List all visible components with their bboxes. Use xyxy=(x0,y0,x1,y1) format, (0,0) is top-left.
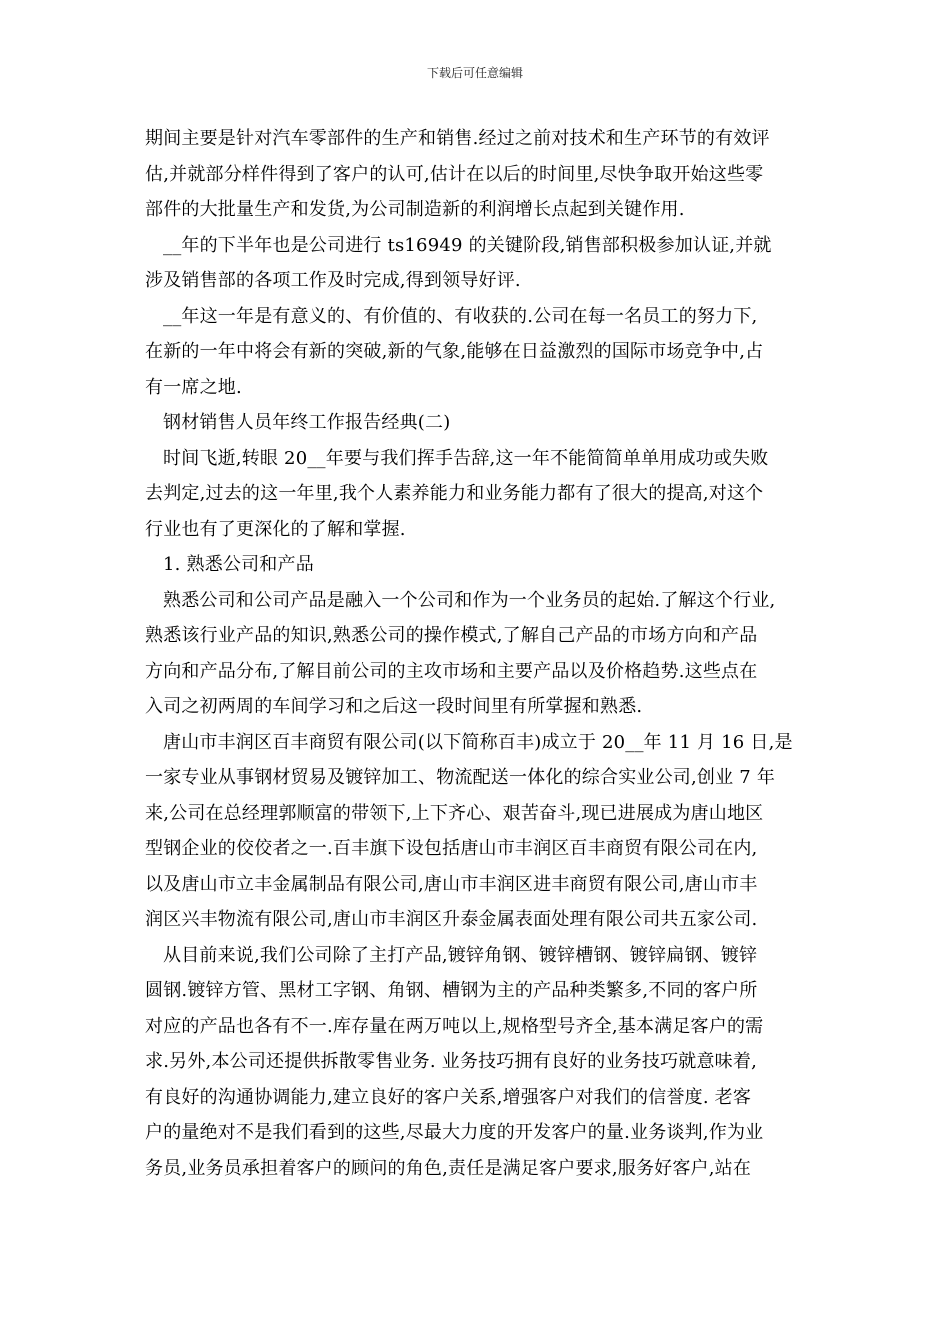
text-line: 期间主要是针对汽车零部件的生产和销售.经过之前对技术和生产环节的有效评 xyxy=(145,128,770,149)
text-line: 去判定,过去的这一年里,我个人素养能力和业务能力都有了很大的提高,对这个 xyxy=(145,483,764,504)
text-line: 有良好的沟通协调能力,建立良好的客户关系,增强客户对我们的信誉度. 老客 xyxy=(145,1086,752,1108)
text-line: 唐山市丰润区百丰商贸有限公司(以下简称百丰)成立于 20__年 11 月 16 日,是 xyxy=(163,731,793,753)
header-note: 下载后可任意编辑 xyxy=(426,66,523,80)
text-line: 在新的一年中将会有新的突破,新的气象,能够在日益激烈的国际市场竞争中,占 xyxy=(145,341,764,362)
text-line: 圆钢.镀锌方管、黑材工字钢、角钢、槽钢为主的产品种类繁多,不同的客户所 xyxy=(145,980,758,1001)
text-line: 有一席之地. xyxy=(145,376,242,398)
text-line: 熟悉该行业产品的知识,熟悉公司的操作模式,了解自己产品的市场方向和产品 xyxy=(145,625,758,646)
text-line: 对应的产品也各有不一.库存量在两万吨以上,规格型号齐全,基本满足客户的需 xyxy=(145,1015,764,1037)
text-line: 务员,业务员承担着客户的顾问的角色,责任是满足客户要求,服务好客户,站在 xyxy=(145,1157,752,1179)
text-line: __年的下半年也是公司进行 ts16949 的关键阶段,销售部积极参加认证,并就 xyxy=(163,234,772,256)
text-line: 来,公司在总经理郭顺富的带领下,上下齐心、艰苦奋斗,现已进展成为唐山地区 xyxy=(145,802,764,824)
text-line: 润区兴丰物流有限公司,唐山市丰润区升泰金属表面处理有限公司共五家公司. xyxy=(145,909,758,930)
text-line: 从目前来说,我们公司除了主打产品,镀锌角钢、镀锌槽钢、镀锌扁钢、镀锌 xyxy=(163,944,758,966)
text-line: 时间飞逝,转眼 20__年要与我们挥手告辞,这一年不能简简单单用成功或失败 xyxy=(163,447,769,469)
text-line: 一家专业从事钢材贸易及镀锌加工、物流配送一体化的综合实业公司,创业 7 年 xyxy=(145,767,776,788)
subsection-heading: 1. 熟悉公司和产品 xyxy=(163,554,314,575)
text-line: 涉及销售部的各项工作及时完成,得到领导好评. xyxy=(145,270,521,291)
text-line: 估,并就部分样件得到了客户的认可,估计在以后的时间里,尽快争取开始这些零 xyxy=(145,163,764,185)
text-line: 部件的大批量生产和发货,为公司制造新的利润增长点起到关键作用. xyxy=(145,199,685,220)
text-line: 熟悉公司和公司产品是融入一个公司和作为一个业务员的起始.了解这个行业, xyxy=(163,589,776,611)
text-line: 户的量绝对不是我们看到的这些,尽最大力度的开发客户的量.业务谈判,作为业 xyxy=(145,1122,764,1143)
text-line: 入司之初两周的车间学习和之后这一段时间里有所掌握和熟悉. xyxy=(145,696,643,717)
text-line: __年这一年是有意义的、有价值的、有收获的.公司在每一名员工的努力下, xyxy=(163,305,758,327)
text-line: 方向和产品分布,了解目前公司的主攻市场和主要产品以及价格趋势.这些点在 xyxy=(145,660,758,682)
document-body xyxy=(145,121,811,1186)
text-line: 求.另外,本公司还提供拆散零售业务. 业务技巧拥有良好的业务技巧就意味着, xyxy=(145,1051,758,1072)
text-line: 型钢企业的佼佼者之一.百丰旗下设包括唐山市丰润区百丰商贸有限公司在内, xyxy=(145,838,758,859)
text-line: 行业也有了更深化的了解和掌握. xyxy=(145,518,406,540)
section-heading: 钢材销售人员年终工作报告经典(二) xyxy=(163,412,451,433)
text-line: 以及唐山市立丰金属制品有限公司,唐山市丰润区进丰商贸有限公司,唐山市丰 xyxy=(145,873,758,895)
